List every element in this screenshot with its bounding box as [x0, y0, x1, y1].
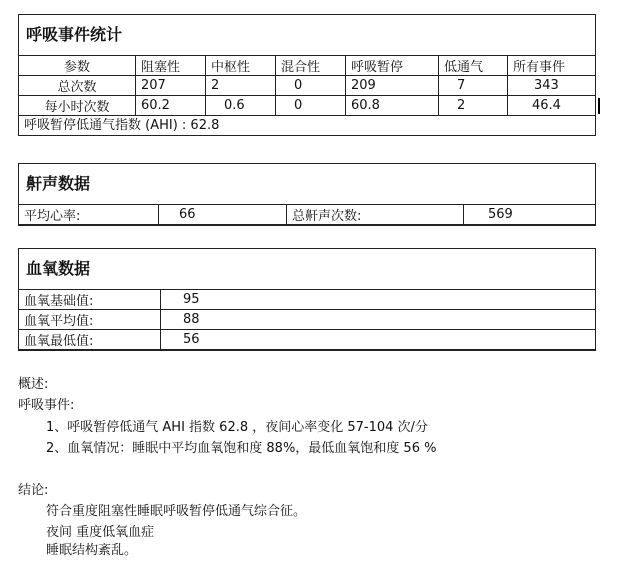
table-header: 中枢性: [206, 56, 276, 76]
table-header: 呼吸暂停: [346, 56, 439, 76]
conclusion-line: 睡眠结构紊乱。: [46, 543, 138, 558]
table-header: 阻塞性: [136, 56, 206, 76]
table-cell: 每小时次数: [19, 96, 136, 116]
table-cell: 血氧平均值:: [19, 310, 161, 330]
table-row: [19, 96, 596, 116]
table-cell: 血氧最低值:: [19, 330, 161, 350]
table-header: 参数: [19, 56, 136, 76]
table-row: [19, 205, 596, 225]
summary-heading: 概述:: [18, 377, 49, 392]
blood-oxygen-table: [18, 289, 596, 350]
average-heart-rate-value: 66: [159, 205, 287, 225]
conclusion-line: 夜间 重度低氧血症: [46, 525, 155, 540]
table-row: [19, 76, 596, 96]
table-cell: 0: [276, 76, 346, 96]
table-cell: 95: [161, 290, 596, 310]
total-snore-count-label: 总鼾声次数:: [287, 205, 464, 225]
total-snore-count-value: 569: [464, 205, 596, 225]
table-cell: 2: [439, 96, 508, 116]
respiratory-events-table: [18, 55, 596, 116]
table-header: 低通气: [439, 56, 508, 76]
table-cell: 7: [439, 76, 508, 96]
table-header: 所有事件: [508, 56, 596, 76]
table-cell: 60.8: [346, 96, 439, 116]
table-row: [19, 310, 596, 330]
table-cell: 2: [206, 76, 276, 96]
conclusion-line: 符合重度阻塞性睡眠呼吸暂停低通气综合征。: [46, 504, 307, 519]
table-cell: 60.2: [136, 96, 206, 116]
table-cell: 0: [276, 96, 346, 116]
table-cell: 88: [161, 310, 596, 330]
table-cell: 209: [346, 76, 439, 96]
summary-subheading: 呼吸事件:: [18, 398, 75, 413]
table-row: [19, 330, 596, 350]
respiratory-events-section: [18, 14, 596, 136]
table-cell: 207: [136, 76, 206, 96]
section-title: 鼾声数据: [26, 174, 91, 193]
snoring-data-section: [18, 163, 596, 226]
table-cell: 56: [161, 330, 596, 350]
ahi-index: 呼吸暂停低通气指数 (AHI) : 62.8: [24, 118, 220, 133]
section-title: 呼吸事件统计: [26, 25, 123, 44]
table-cell: 343: [508, 76, 596, 96]
blood-oxygen-section: [18, 248, 596, 351]
table-cell: 0.6: [206, 96, 276, 116]
average-heart-rate-label: 平均心率:: [19, 205, 159, 225]
table-cell: 46.4: [508, 96, 596, 116]
conclusion-heading: 结论:: [18, 483, 49, 498]
snoring-data-table: [18, 204, 596, 225]
section-title: 血氧数据: [26, 259, 91, 278]
summary-item: 1、呼吸暂停低通气 AHI 指数 62.8 ，夜间心率变化 57-104 次/分: [46, 420, 428, 435]
table-header-row: [19, 56, 596, 76]
cursor-mark: [598, 98, 600, 114]
summary-item: 2、血氧情况：睡眠中平均血氧饱和度 88%，最低血氧饱和度 56 %: [46, 441, 437, 456]
table-cell: 总次数: [19, 76, 136, 96]
table-cell: 血氧基础值:: [19, 290, 161, 310]
table-header: 混合性: [276, 56, 346, 76]
table-row: [19, 290, 596, 310]
